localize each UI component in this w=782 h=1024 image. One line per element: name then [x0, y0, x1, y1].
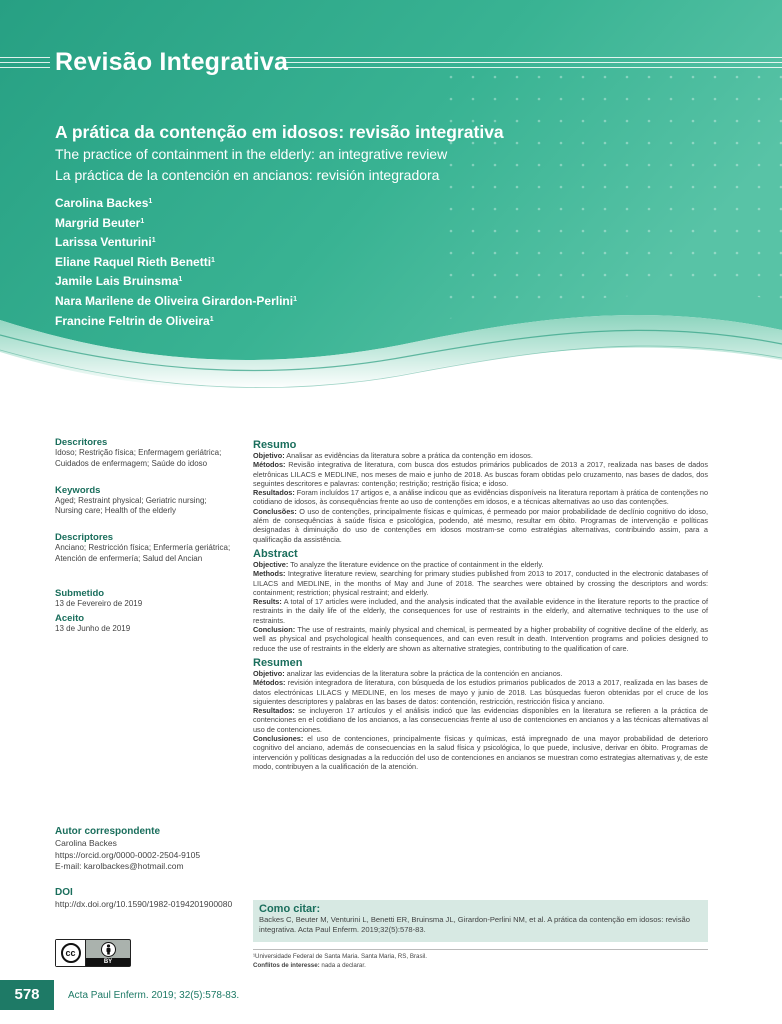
accepted-date: 13 de Junho de 2019 — [55, 623, 131, 633]
sidebar-metadata — [55, 437, 235, 634]
conflict-footnote: Conflitos de interesse: nada a declarar. — [253, 962, 366, 969]
abstract-heading: Abstract — [253, 547, 298, 560]
title-english: The practice of containment in the elderly: an integrative review — [55, 146, 448, 162]
doi-link[interactable]: http://dx.doi.org/10.1590/1982-0194201900080 — [55, 899, 233, 909]
header-rule-right-top — [280, 57, 782, 58]
header-rule-left-top — [0, 57, 50, 58]
header-rule-left-mid — [0, 62, 50, 63]
affiliation-footnote: ¹Universidade Federal de Santa Maria. Santa Maria, RS, Brasil. — [253, 953, 428, 960]
descritores-heading: Descritores — [55, 437, 108, 448]
resumen-objective: Objetivo: analizar las evidencias de la literatura sobre la práctica de la contención en ancianos. — [253, 668, 563, 678]
title-portuguese: A prática da contenção em idosos: revisão integrativa — [55, 122, 504, 142]
cc-license-badge[interactable] — [55, 939, 131, 967]
how-to-cite-text: Backes C, Beuter M, Venturini L, Benetti ER, Bruinsma JL, Girardon-Perlini NM, et al. A prática da contenção em idosos: revisão integrativa. Acta Paul Enferm. 2019;32(5):578-83. — [259, 915, 690, 934]
header-banner — [0, 0, 782, 430]
page-number: 578 — [0, 980, 54, 1010]
author: Margrid Beuter$^1$ — [55, 215, 145, 230]
resumen-heading: Resumen — [253, 656, 303, 669]
email-link[interactable]: E-mail: karolbackes@hotmail.com — [55, 861, 184, 871]
keywords-text: Aged; Restraint physical; Geriatric nursing; Nursing care; Health of the elderly — [55, 495, 207, 516]
corresponding-author-heading: Autor correspondente — [55, 826, 161, 837]
author: Eliane Raquel Rieth Benetti$^1$ — [55, 254, 215, 269]
abstracts-column — [253, 437, 708, 771]
how-to-cite-box — [253, 900, 708, 942]
author: Francine Feltrin de Oliveira$^1$ — [55, 313, 214, 328]
attribution-person-icon — [101, 942, 116, 957]
resumen-results: Resultados: se incluyeron 17 artículos y el análisis indicó que las evidencias disponibles en la literatura se refieren a la práctica de contenciones en el cotidiano de los ancianos, a las consecuencias frente al uso de contenciones en ancianos y a las técnicas alternativas al uso de contenciones. — [253, 706, 708, 734]
accepted-heading: Aceito — [55, 612, 85, 624]
submitted-date: 13 de Fevereiro de 2019 — [55, 598, 143, 608]
keywords-heading: Keywords — [55, 484, 101, 496]
orcid-link[interactable]: https://orcid.org/0000-0002-2504-9105 — [55, 849, 201, 860]
section-label: Revisão Integrativa — [55, 48, 289, 76]
journal-reference: Acta Paul Enferm. 2019; 32(5):578-83. — [68, 990, 240, 1001]
author: Larissa Venturini$^1$ — [55, 235, 156, 250]
footnote-divider — [253, 949, 708, 950]
corresponding-author — [55, 826, 245, 873]
resumo-results: Resultados: Foram incluídos 17 artigos e, a análise indicou que as evidências disponíveis na literatura reportam à prática de contenções no cotidiano de idosos, às consequências frente ao uso de contenções em idosos, e a técnicas alternativas ao uso das contenções. — [253, 488, 708, 507]
doi-block — [55, 887, 245, 911]
author: Carolina Backes$^1$ — [55, 196, 153, 210]
descriptores-heading: Descriptores — [55, 532, 114, 544]
doi-heading: DOI — [55, 887, 73, 898]
abstract-methods: Methods: Integrative literature review, searching for primary studies published from 2013 to 2017, conducted in the electronic databases of LILACS and MEDLINE, in the months of May and June of 2018. The searches were obtained by crossing the descriptors and words: containment; restriction; physical restraint; and elderly. — [253, 569, 708, 597]
resumo-objective: Objetivo: Analisar as evidências da literatura sobre a prática da contenção em idosos. — [253, 451, 533, 460]
abstract-objective: Objective: To analyze the literature evidence on the practice of containment in the elderly. — [253, 559, 544, 569]
how-to-cite-heading: Como citar: — [259, 903, 321, 915]
resumen-conclusions: Conclusiones: el uso de contenciones, principalmente físicas y químicas, está impregnado de una mayor probabilidad de deterioro cognitivo del anciano, además de consecuencias en la salud física y psicológica, lo que puede, inclusive, derivar en óbito. Programas de intervención y políticas designadas a la reducción del uso de contenciones en ancianos se muestran como estrategias alternativas y, de este modo, contribuyen a la cualificación de la atención. — [253, 734, 708, 771]
header-rule-right-mid — [280, 62, 782, 63]
author: Nara Marilene de Oliveira Girardon-Perlini$^1$ — [55, 293, 297, 308]
footnotes — [253, 952, 427, 970]
resumo-methods: Métodos: Revisão integrativa de literatura, com busca dos estudos primários publicados de 2013 a 2017, realizada nas bases de dados eletrônicas LILACS e MEDLINE, nos meses de maio e junho de 2018. As buscas foram obtidas pelo cruzamento, nas bases de dados, dos seguintes descritores e palavras: contenção; restrição; restrição física; e idoso. — [253, 460, 708, 488]
descriptores-text: Anciano; Restricción física; Enfermería geriátrica; Atención de enfermería; Salud del Ancian — [55, 543, 231, 563]
header-rule-left-bottom — [0, 67, 50, 68]
abstract-results: Results: A total of 17 articles were included, and the analysis indicated that the available evidence in the literature reports to the practice of restraints in the daily life of the elderly, the consequences for use of restraints in the elderly, and alternative techniques to the use of restraints. — [253, 597, 708, 625]
author: Jamile Lais Bruinsma$^1$ — [55, 274, 183, 289]
corresponding-author-name: Carolina Backes — [55, 838, 117, 848]
resumen-methods: Métodos: revisión integradora de literatura, con búsqueda de los estudios primarios publicados de 2013 a 2017, realizada en las bases de datos electrónicas LILACS y MEDLINE, en los meses de mayo y junio de 2018. Las búsquedas fueron obtenidas por el cruce de los siguientes descriptores y palabras en las bases de datos: contención, restricción, restricción física y anciano. — [253, 678, 708, 706]
descritores-text: Idoso; Restrição física; Enfermagem geriátrica; Cuidados de enfermagem; Saúde do idoso — [55, 448, 222, 468]
title-spanish: La práctica de la contención en ancianos: revisión integradora — [55, 167, 440, 183]
resumo-heading: Resumo — [253, 439, 297, 451]
author-list — [55, 194, 297, 331]
creative-commons-icon: cc — [61, 943, 81, 963]
abstract-conclusion: Conclusion: The use of restraints, mainly physical and chemical, is permeated by a higher probability of cognitive decline of the elderly, as well as physical and psychological health consequences, and can even result in death. Intervention programs and policies designed to reduce the use of restraints in the elderly are shown as alternative strategies, contributing to the qualification of care. — [253, 625, 708, 653]
by-label: BY — [86, 958, 130, 966]
header-rule-right-bottom — [280, 67, 782, 68]
resumo-conclusions: Conclusões: O uso de contenções, principalmente físicas e químicas, é permeado por maior probabilidade de declínio cognitivo do idoso, além de consequências à saúde física e psicológica, podendo, até mesmo, resultar em óbito. Programas de intervenção e políticas designadas à diminuição do uso de contenções em idosos mostram-se como estratégias alternativas, contribuindo assim, para a qualificação da assistência. — [253, 506, 708, 544]
submitted-heading: Submetido — [55, 587, 105, 599]
